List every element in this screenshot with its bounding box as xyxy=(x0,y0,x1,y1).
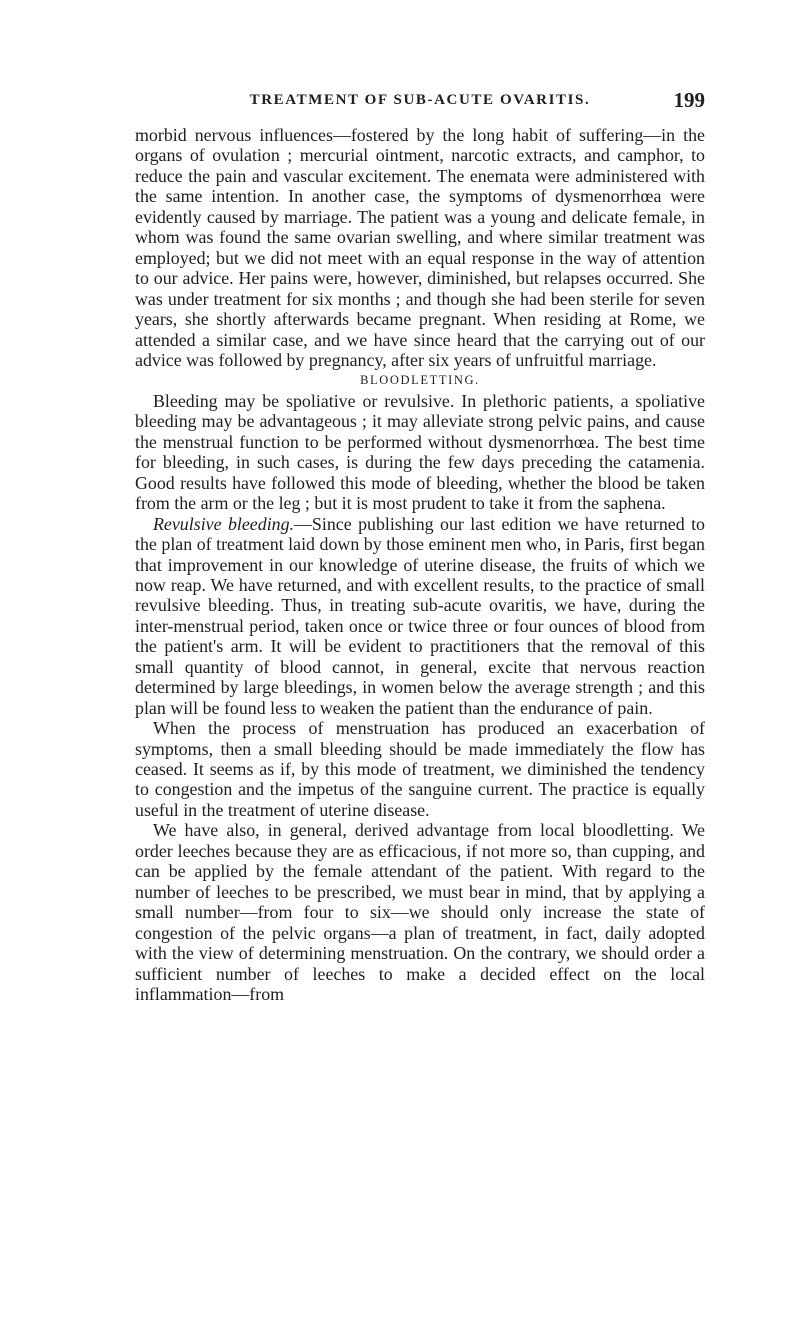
body-text xyxy=(135,125,705,1004)
paragraph-revulsive-text: —Since publishing our last edition we have returned to the plan of treatment laid down by those eminent men who, in Paris, first began that improvement in our knowledge of uterine disease, the fruits of which we now reap. We have returned, and with excellent results, to the practice of small revulsive bleeding. Thus, in treating sub-acute ovaritis, we have, during the inter-menstrual period, taken once or twice three or four ounces of blood from the patient's arm. It will be evident to practitioners that the removal of this small quantity of blood cannot, in general, excite that nervous reaction determined by large bleedings, in women below the average strength ; and this plan will be found less to weaken the patient than the endurance of pain. xyxy=(135,513,706,718)
paragraph-leeches: We have also, in general, derived advantage from local bloodletting. We order leeches because they are as efficacious, if not more so, than cupping, and can be applied by the female attendant of the patient. With regard to the number of leeches to be prescribed, we must bear in mind, that by applying a small number—from four to six—we should only increase the state of congestion of the pelvic organs—a plan of treatment, in fact, daily adopted with the view of determining menstruation. On the contrary, we should order a sufficient number of leeches to make a decided effect on the local inflammation—from xyxy=(135,820,705,1005)
running-title: TREATMENT OF SUB-ACUTE OVARITIS. xyxy=(249,92,591,108)
paragraph-revulsive xyxy=(135,514,705,719)
paragraph-menstruation: When the process of menstruation has produced an exacerbation of symptoms, then a small bleeding should be made immediately the flow has ceased. It seems as if, by this mode of treatment, we diminished the tendency to congestion and the impetus of the sanguine current. The practice is equally useful in the treatment of uterine disease. xyxy=(135,718,705,820)
running-head xyxy=(135,88,705,118)
run-in-heading: Revulsive bleeding. xyxy=(153,513,295,534)
paragraph-bleeding: Bleeding may be spoliative or revulsive. In plethoric patients, a spoliative bleeding may be advantageous ; it may alleviate strong pelvic pains, and cause the menstrual function to be performed without dysmenorrhœa. The best time for bleeding, in such cases, is during the few days preceding the catamenia. Good results have followed this mode of bleeding, whether the blood be taken from the arm or the leg ; but it is most prudent to take it from the saphena. xyxy=(135,390,705,514)
page-number: 199 xyxy=(673,88,705,112)
section-heading: BLOODLETTING. xyxy=(360,373,480,388)
paragraph-continued: morbid nervous influences—fostered by the long habit of suffering—in the organs of ovulation ; mercurial ointment, narcotic extracts, and camphor, to reduce the pain and vascular excitement. The enemata were administered with the same intention. In another case, the symptoms of dysmenorrhœa were evidently caused by marriage. The patient was a young and delicate female, in whom was found the same ovarian swelling, and where similar treatment was employed; but we did not meet with an equal response in the way of attention to our advice. Her pains were, however, diminished, but relapses occurred. She was under treatment for six months ; and though she had been sterile for seven years, she shortly afterwards became pregnant. When residing at Rome, we attended a similar case, and we have since heard that the carrying out of our advice was followed by pregnancy, after six years of unfruitful marriage. xyxy=(135,125,705,370)
